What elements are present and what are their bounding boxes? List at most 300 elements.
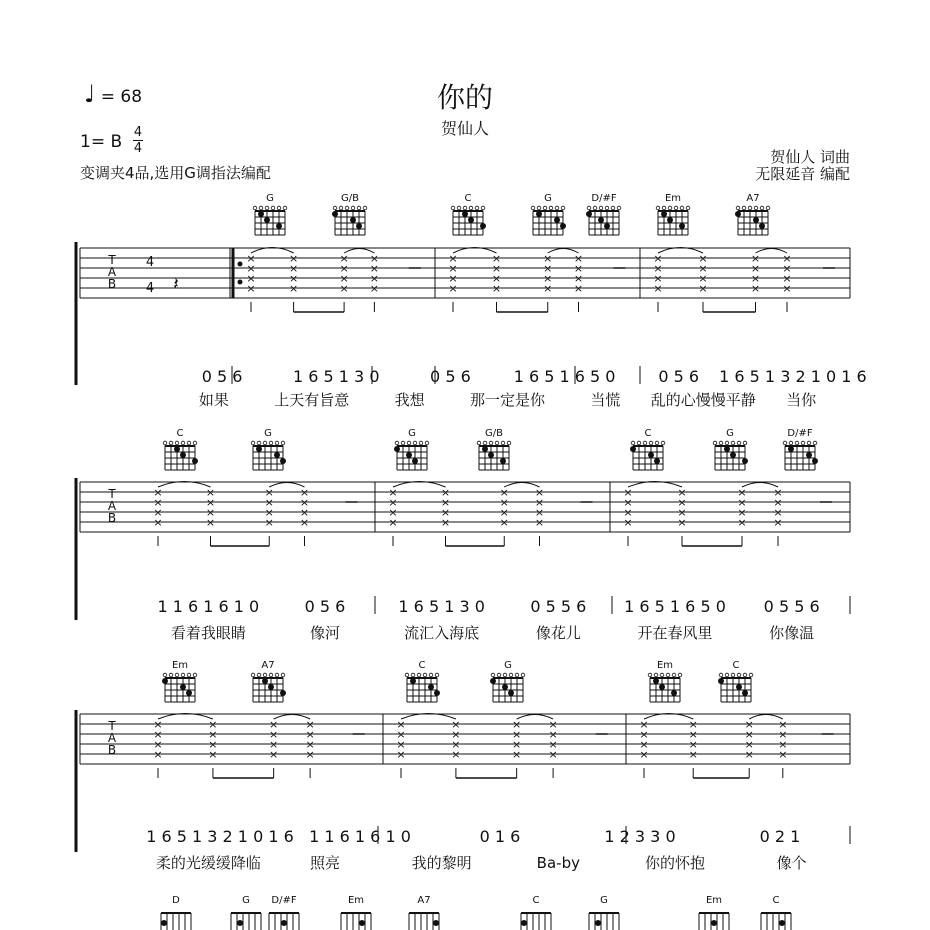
open-string-icon — [425, 441, 429, 445]
tab-note-mark: × — [653, 262, 663, 275]
tab-note-mark: × — [653, 272, 663, 285]
open-string-icon — [599, 206, 603, 210]
tab-note-mark: × — [299, 516, 310, 529]
tab-note-mark: × — [396, 718, 406, 731]
tab-note-mark: × — [305, 718, 315, 731]
open-string-icon — [637, 441, 641, 445]
finger-dot — [502, 684, 508, 690]
tab-note-mark: × — [534, 506, 545, 519]
tab-note-mark: × — [750, 252, 761, 265]
tab-note-mark: × — [369, 252, 380, 265]
singer-name: 贺仙人 — [440, 119, 489, 138]
finger-dot — [258, 211, 264, 217]
tab-note-mark: × — [491, 262, 502, 275]
open-string-icon — [269, 673, 273, 677]
tab-note-mark: × — [208, 738, 218, 751]
open-string-icon — [549, 206, 553, 210]
open-string-icon — [713, 441, 717, 445]
chord-name: D/#F — [787, 428, 813, 439]
tab-note-mark: × — [750, 272, 761, 285]
finger-dot — [759, 223, 765, 229]
tab-note-mark: × — [246, 262, 256, 275]
finger-dot — [274, 452, 280, 458]
tab-note-mark: × — [396, 748, 406, 761]
tab-note-mark: × — [299, 486, 310, 499]
chord-name: C — [418, 660, 426, 671]
finger-dot — [521, 920, 527, 926]
tab-note-mark: × — [543, 282, 553, 295]
finger-dot — [648, 452, 654, 458]
open-string-icon — [672, 673, 676, 677]
finger-dot — [490, 678, 496, 684]
tab-note-mark: × — [744, 728, 754, 741]
open-string-icon — [275, 441, 279, 445]
finger-dot — [788, 446, 794, 452]
lyric-text: 那一定是你 — [469, 391, 546, 409]
chord-name: A7 — [746, 193, 760, 204]
tab-note-mark: × — [499, 516, 509, 529]
finger-dot — [779, 920, 785, 926]
open-string-icon — [617, 206, 621, 210]
numbered-notation: 0 5 6 — [430, 367, 471, 386]
chord-name: G — [726, 428, 734, 439]
tab-note-mark: × — [512, 728, 522, 741]
tab-note-mark: × — [639, 728, 649, 741]
finger-dot — [488, 452, 494, 458]
tab-note-mark: × — [744, 748, 754, 761]
finger-dot — [736, 684, 742, 690]
open-string-icon — [271, 206, 275, 210]
tab-note-mark: × — [677, 496, 687, 509]
open-string-icon — [648, 673, 652, 677]
open-string-icon — [257, 673, 261, 677]
open-string-icon — [807, 441, 811, 445]
numbered-notation: 0 5 5 6 — [763, 597, 820, 616]
tab-note-mark: × — [677, 486, 687, 499]
open-string-icon — [481, 206, 485, 210]
open-string-icon — [725, 673, 729, 677]
tab-note-mark: × — [288, 252, 299, 265]
open-string-icon — [175, 673, 179, 677]
tab-note-mark: × — [288, 282, 299, 295]
tab-note-mark: × — [388, 516, 398, 529]
lyric-text: 当慌 — [590, 391, 621, 409]
chord-name: C — [772, 895, 780, 906]
tab-note-mark: × — [778, 718, 788, 731]
tab-note-mark: × — [448, 252, 458, 265]
capo-note: 变调夹4品,选用G调指法编配 — [80, 164, 271, 182]
finger-dot — [428, 684, 434, 690]
tab-note-mark: × — [773, 506, 783, 519]
tab-note-mark: × — [369, 282, 380, 295]
finger-dot — [412, 458, 418, 464]
open-string-icon — [795, 441, 799, 445]
finger-dot — [661, 211, 667, 217]
tab-note-mark: × — [548, 748, 558, 761]
open-string-icon — [561, 206, 565, 210]
song-title: 你的 — [436, 81, 493, 114]
open-string-icon — [451, 206, 455, 210]
tab-note-mark: × — [396, 738, 406, 751]
open-string-icon — [457, 206, 461, 210]
open-string-icon — [363, 206, 367, 210]
chord-name: Em — [664, 193, 682, 204]
tab-note-mark: × — [639, 738, 649, 751]
open-string-icon — [475, 206, 479, 210]
tab-note-mark: × — [205, 486, 216, 499]
tab-note-mark: × — [573, 262, 584, 275]
finger-dot — [410, 678, 416, 684]
finger-dot — [280, 690, 286, 696]
credit-lyrics: 贺仙人 词曲 — [770, 148, 850, 166]
tab-note-mark: × — [548, 728, 558, 741]
tab-note-mark: × — [299, 506, 310, 519]
lyric-text: 看着我眼睛 — [170, 624, 246, 642]
tab-note-mark: × — [499, 506, 509, 519]
numbered-notation: 0 5 5 6 — [530, 597, 587, 616]
tab-note-mark: × — [698, 262, 708, 275]
open-string-icon — [163, 441, 167, 445]
open-string-icon — [283, 206, 287, 210]
tab-note-mark: × — [246, 272, 256, 285]
tab-note-mark: × — [737, 496, 747, 509]
open-string-icon — [737, 441, 741, 445]
open-string-icon — [169, 441, 173, 445]
time-signature-bottom: 4 — [133, 141, 143, 156]
finger-dot — [180, 684, 186, 690]
tab-note-mark: × — [737, 516, 747, 529]
tab-note-mark: × — [288, 272, 299, 285]
open-string-icon — [351, 206, 355, 210]
open-string-icon — [339, 206, 343, 210]
chord-name: D/#F — [591, 193, 617, 204]
open-string-icon — [754, 206, 758, 210]
chord-name: C — [732, 660, 740, 671]
open-string-icon — [429, 673, 433, 677]
lyric-text: 我想 — [394, 391, 425, 409]
open-string-icon — [521, 673, 525, 677]
finger-dot — [180, 452, 186, 458]
tab-note-mark: × — [451, 738, 461, 751]
tab-note-mark: × — [639, 718, 649, 731]
open-string-icon — [269, 441, 273, 445]
open-string-icon — [257, 441, 261, 445]
open-string-icon — [251, 673, 255, 677]
tab-note-mark: × — [339, 262, 349, 275]
finger-dot — [679, 223, 685, 229]
tab-note-mark: × — [677, 506, 687, 519]
open-string-icon — [419, 441, 423, 445]
finger-dot — [264, 217, 270, 223]
finger-dot — [256, 446, 262, 452]
finger-dot — [598, 217, 604, 223]
tab-note-mark: × — [653, 282, 663, 295]
open-string-icon — [497, 673, 501, 677]
finger-dot — [332, 211, 338, 217]
chord-name: Em — [705, 895, 723, 906]
open-string-icon — [587, 206, 591, 210]
finger-dot — [281, 920, 287, 926]
tab-note-mark: × — [750, 282, 761, 295]
tab-note-mark: × — [543, 272, 553, 285]
open-string-icon — [251, 441, 255, 445]
numbered-notation: 1 6 5 1 6 5 0 — [624, 597, 726, 616]
chord-name: A7 — [417, 895, 431, 906]
tab-note-mark: × — [623, 496, 633, 509]
tab-note-mark: × — [440, 496, 451, 509]
finger-dot — [433, 920, 439, 926]
tab-note-mark: × — [548, 738, 558, 751]
open-string-icon — [515, 673, 519, 677]
open-string-icon — [725, 441, 729, 445]
tab-clef-letter: B — [107, 277, 117, 291]
finger-dot — [711, 920, 717, 926]
open-string-icon — [674, 206, 678, 210]
tab-note-mark: × — [573, 272, 584, 285]
tab-clef-letter: A — [107, 731, 117, 745]
tab-note-mark: × — [688, 738, 698, 751]
finger-dot — [742, 458, 748, 464]
open-string-icon — [719, 441, 723, 445]
finger-dot — [718, 678, 724, 684]
tab-note-mark: × — [512, 738, 522, 751]
finger-dot — [161, 920, 167, 926]
open-string-icon — [631, 441, 635, 445]
open-string-icon — [661, 441, 665, 445]
tab-note-mark: × — [782, 272, 792, 285]
open-string-icon — [395, 441, 399, 445]
chord-name: Em — [656, 660, 674, 671]
tab-note-mark: × — [440, 486, 451, 499]
lyric-text: 流汇入海底 — [404, 624, 480, 642]
tab-time-top: 4 — [145, 255, 155, 270]
tab-note-mark: × — [778, 738, 788, 751]
tab-note-mark: × — [688, 718, 698, 731]
lyric-text: 像河 — [309, 624, 341, 642]
finger-dot — [753, 217, 759, 223]
finger-dot — [482, 446, 488, 452]
tab-note-mark: × — [534, 496, 545, 509]
open-string-icon — [748, 206, 752, 210]
tab-note-mark: × — [512, 718, 522, 731]
tab-note-mark: × — [737, 486, 747, 499]
tab-note-mark: × — [208, 728, 218, 741]
tab-note-mark: × — [208, 748, 218, 761]
open-string-icon — [469, 206, 473, 210]
tab-note-mark: × — [396, 728, 406, 741]
finger-dot — [480, 223, 486, 229]
finger-dot — [508, 690, 514, 696]
tab-note-mark: × — [339, 252, 349, 265]
open-string-icon — [643, 441, 647, 445]
credit-arrange: 无限延音 编配 — [755, 165, 850, 183]
finger-dot — [280, 458, 286, 464]
finger-dot — [560, 223, 566, 229]
tab-note-mark: × — [688, 748, 698, 761]
finger-dot — [359, 920, 365, 926]
tab-note-mark: × — [451, 748, 461, 761]
finger-dot — [394, 446, 400, 452]
tab-clef-letter: B — [107, 511, 117, 525]
chord-name: Em — [171, 660, 189, 671]
tab-note-mark: × — [153, 748, 163, 761]
tab-note-mark: × — [305, 748, 315, 761]
open-string-icon — [668, 206, 672, 210]
tab-note-mark: × — [339, 272, 349, 285]
tab-note-mark: × — [491, 282, 502, 295]
tab-note-mark: × — [778, 728, 788, 741]
numbered-notation: 0 1 6 — [479, 827, 521, 846]
open-string-icon — [605, 206, 609, 210]
tab-note-mark: × — [451, 718, 461, 731]
tab-note-mark: × — [269, 748, 279, 761]
lyric-text: 照亮 — [309, 854, 341, 872]
finger-dot — [268, 684, 274, 690]
finger-dot — [671, 690, 677, 696]
numbered-notation: 1 6 5 1 3 2 1 0 1 6 — [719, 367, 867, 386]
tab-note-mark: × — [208, 718, 218, 731]
open-string-icon — [555, 206, 559, 210]
lyric-text: 你的怀抱 — [644, 854, 706, 872]
tab-note-mark: × — [451, 728, 461, 741]
lyric-text: 你像温 — [769, 624, 815, 642]
open-string-icon — [345, 206, 349, 210]
tab-note-mark: × — [448, 262, 458, 275]
tab-note-mark: × — [782, 282, 792, 295]
tab-note-mark: × — [153, 728, 163, 741]
tab-note-mark: × — [750, 262, 761, 275]
open-string-icon — [483, 441, 487, 445]
lyric-text: 柔的光缓缓降临 — [155, 854, 261, 872]
tab-note-mark: × — [153, 486, 163, 499]
chord-name: D — [172, 895, 180, 906]
chord-name: G — [544, 193, 552, 204]
open-string-icon — [187, 441, 191, 445]
lyric-text: 如果 — [198, 391, 229, 409]
finger-dot — [812, 458, 818, 464]
tab-note-mark: × — [499, 496, 509, 509]
tab-note-mark: × — [491, 252, 502, 265]
finger-dot — [237, 920, 243, 926]
tab-note-mark: × — [288, 262, 299, 275]
key-signature: 1= B — [80, 132, 123, 152]
tab-note-mark: × — [264, 496, 274, 509]
open-string-icon — [731, 441, 735, 445]
tab-note-mark: × — [388, 506, 398, 519]
finger-dot — [653, 678, 659, 684]
open-string-icon — [489, 441, 493, 445]
tab-note-mark: × — [153, 718, 163, 731]
tab-note-mark: × — [388, 496, 398, 509]
open-string-icon — [435, 673, 439, 677]
tab-note-mark: × — [623, 486, 633, 499]
lyric-text: 像花儿 — [535, 624, 581, 642]
lyric-text: 我的黎明 — [411, 854, 472, 872]
tab-note-mark: × — [773, 496, 783, 509]
tempo-value: = 68 — [100, 87, 143, 107]
open-string-icon — [357, 206, 361, 210]
tab-note-mark: × — [205, 506, 216, 519]
finger-dot — [192, 458, 198, 464]
chord-name: C — [464, 193, 472, 204]
tab-clef-letter: T — [108, 253, 116, 267]
open-string-icon — [543, 206, 547, 210]
tab-note-mark: × — [543, 262, 553, 275]
tab-note-mark: × — [299, 496, 310, 509]
chord-name: G — [408, 428, 416, 439]
open-string-icon — [193, 441, 197, 445]
tab-note-mark: × — [782, 252, 792, 265]
finger-dot — [806, 452, 812, 458]
tab-note-mark: × — [339, 282, 349, 295]
finger-dot — [735, 211, 741, 217]
finger-dot — [724, 446, 730, 452]
open-string-icon — [265, 206, 269, 210]
numbered-notation: 1 2 3 3 0 — [604, 827, 676, 846]
finger-dot — [667, 217, 673, 223]
open-string-icon — [660, 673, 664, 677]
chord-name: D/#F — [271, 895, 297, 906]
tab-time-bottom: 4 — [145, 281, 155, 296]
numbered-notation: 1 6 5 1 6 5 0 — [513, 367, 616, 386]
chord-name: G/B — [485, 428, 503, 439]
finger-dot — [462, 211, 468, 217]
open-string-icon — [749, 673, 753, 677]
open-string-icon — [503, 673, 507, 677]
open-string-icon — [417, 673, 421, 677]
finger-dot — [434, 690, 440, 696]
tab-note-mark: × — [369, 272, 380, 285]
open-string-icon — [649, 441, 653, 445]
numbered-notation: 1 1 6 1 6 1 0 — [157, 597, 260, 616]
finger-dot — [500, 458, 506, 464]
tab-note-mark: × — [448, 282, 458, 295]
open-string-icon — [743, 441, 747, 445]
chord-name: G — [242, 895, 250, 906]
tab-note-mark: × — [205, 516, 216, 529]
open-string-icon — [731, 673, 735, 677]
numbered-notation: 1 6 5 1 3 2 1 0 1 6 — [146, 827, 294, 846]
quarter-note-icon: ♩ — [84, 80, 96, 108]
tab-clef-letter: T — [108, 719, 116, 733]
tab-note-mark: × — [782, 262, 792, 275]
finger-dot — [654, 458, 660, 464]
chord-name: A7 — [261, 660, 275, 671]
tab-note-mark: × — [448, 272, 458, 285]
open-string-icon — [783, 441, 787, 445]
lyric-text: 像个 — [776, 854, 807, 872]
open-string-icon — [737, 673, 741, 677]
finger-dot — [350, 217, 356, 223]
open-string-icon — [593, 206, 597, 210]
open-string-icon — [531, 206, 535, 210]
finger-dot — [276, 223, 282, 229]
numbered-notation: 0 2 1 — [759, 827, 801, 846]
finger-dot — [554, 217, 560, 223]
tab-note-mark: × — [773, 486, 783, 499]
chord-name: G — [504, 660, 512, 671]
chord-name: C — [176, 428, 184, 439]
tab-note-mark: × — [269, 718, 279, 731]
open-string-icon — [275, 673, 279, 677]
open-string-icon — [655, 441, 659, 445]
tab-note-mark: × — [623, 506, 633, 519]
open-string-icon — [509, 673, 513, 677]
chord-name: C — [644, 428, 652, 439]
numbered-notation: 0 5 6 — [304, 597, 346, 616]
tab-note-mark: × — [269, 728, 279, 741]
tab-note-mark: × — [573, 252, 584, 265]
